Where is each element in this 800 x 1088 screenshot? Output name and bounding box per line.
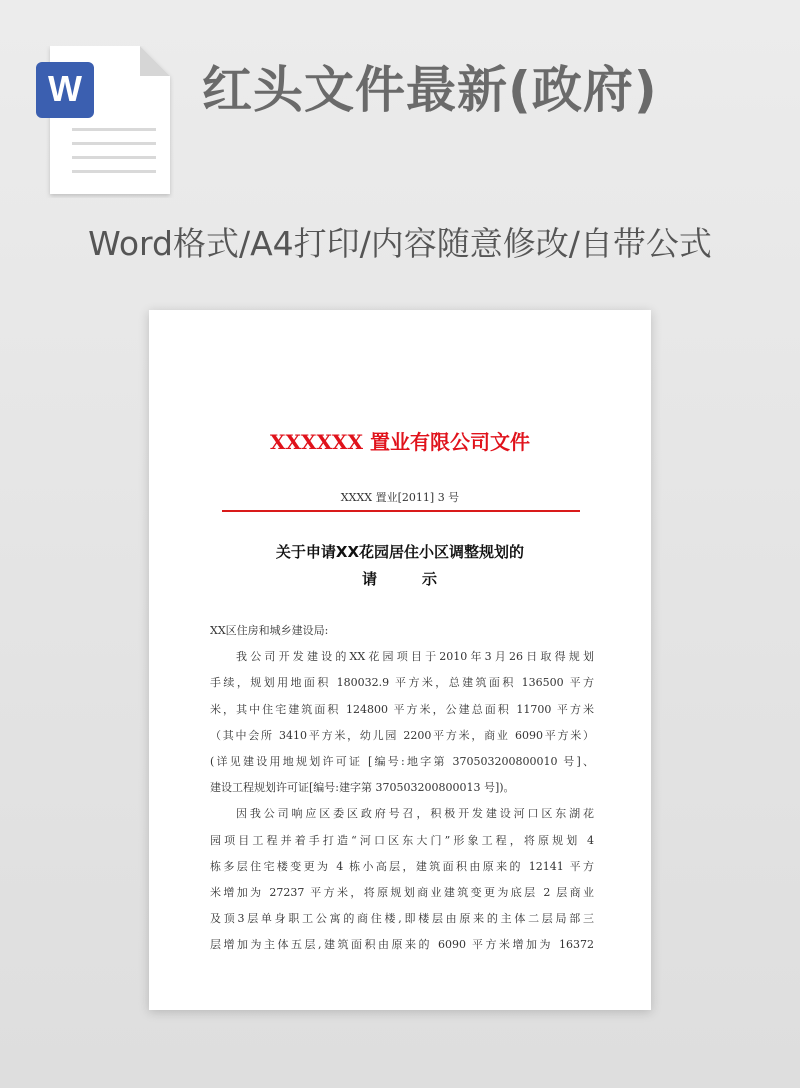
body-line: 因我公司响应区委区政府号召，积极开发建设河口区东湖花 — [236, 807, 594, 821]
body-line: （其中会所 3410平方米，幼儿园 2200平方米，商业 6090平方米） — [210, 728, 594, 742]
document-page — [149, 310, 651, 1010]
doc-number: XXXX 置业[2011] 3 号 — [340, 491, 460, 504]
body-line: 我公司开发建设的XX花园项目于2010年3月26日取得规划 — [236, 650, 594, 664]
body-line: (详见建设用地规划许可证 [编号:地字第 370503200800010 号]、 — [210, 754, 594, 768]
doc-title-line1: 关于申请XX花园居住小区调整规划的 — [275, 543, 525, 561]
body-line: 栋多层住宅楼变更为 4 栋小高层，建筑面积由原来的 12141 平方 — [210, 859, 594, 873]
doc-title-char-b: 示 — [422, 570, 439, 588]
salutation: XX区住房和城乡建设局: — [210, 624, 329, 637]
word-letter: W — [48, 68, 82, 109]
org-header: XXXXXX 置业有限公司文件 — [269, 430, 531, 454]
body-line: 手续，规划用地面积 180032.9 平方米，总建筑面积 136500 平方 — [210, 676, 594, 690]
body-line: 建设工程规划许可证[编号:建字第 370503200800013 号])。 — [210, 781, 515, 795]
body-line: 及顶3层单身职工公寓的商住楼,即楼层由原来的主体二层局部三 — [210, 912, 594, 926]
red-divider — [222, 510, 580, 512]
body-line: 米，其中住宅建筑面积 124800 平方米，公建总面积 11700 平方米 — [210, 702, 594, 716]
banner-subtitle: Word格式/A4打印/内容随意修改/自带公式 — [88, 224, 712, 263]
body-line: 米增加为 27237 平方米，将原规划商业建筑变更为底层 2 层商业 — [210, 885, 594, 899]
word-document-icon — [36, 46, 174, 198]
doc-body — [210, 618, 594, 958]
body-line: 园项目工程并着手打造“河口区东大门”形象工程，将原规划 4 — [210, 833, 594, 847]
doc-title-line2 — [149, 568, 651, 589]
body-line: 层增加为主体五层,建筑面积由原来的 6090 平方米增加为 16372 — [210, 938, 594, 952]
doc-title-char-a: 请 — [361, 570, 378, 588]
banner-title: 红头文件最新(政府) — [202, 61, 658, 119]
